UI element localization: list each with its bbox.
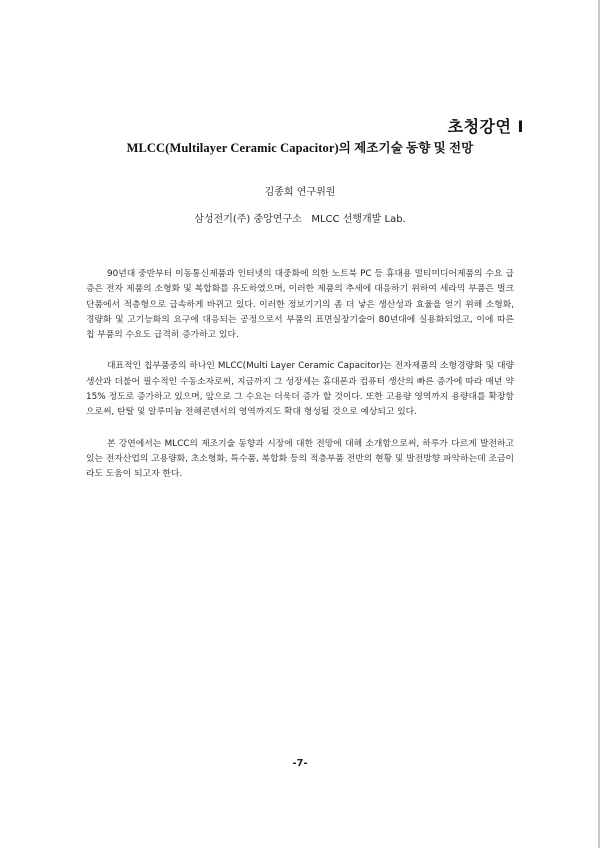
author-affiliation: 삼성전기(주) 중앙연구소 MLCC 선행개발 Lab.	[194, 214, 406, 225]
abstract-body	[86, 267, 514, 499]
author-name: 김종희 연구위원	[264, 187, 336, 198]
paragraph: 90년대 중반부터 이동통신제품과 인터넷의 대중화에 의한 노트북 PC 등 휴대용 멀티미디어제품의 수요 급증은 전자 제품의 소형화 및 복합화를 유도하였으며, 이러한 제품의 추세에 대응하기 위하여 세라믹 부품은 벌크 단품에서 적층형으로 급속하게 바뀌고 있다. 이러한 정보기기의 좀 더 낳은 생산성과 효율을 얻기 위해 소형화, 경량화 및 고기능화의 요구에 대응되는 공정으로서 부품의 표면실장기술이 80년대에 실용화되었고, 이에 따른 칩 부품의 수요도 급격히 증가하고 있다.	[86, 269, 514, 341]
section-label: 초청강연 I	[447, 117, 524, 136]
paragraph: 본 강연에서는 MLCC의 제조기술 동향과 시장에 대한 전망에 대해 소개함으로써, 하루가 다르게 발전하고 있는 전자산업의 고용량화, 초소형화, 특수품, 복합화 등의 적층부품 전반의 현황 및 발전방향 파악하는데 조금이라도 도움이 되고자 한다.	[86, 438, 514, 480]
paragraph: 대표적인 칩부품중의 하나인 MLCC(Multi Layer Ceramic Capacitor)는 전자제품의 소형경량화 및 대량생산과 더불어 필수적인 수동소자로써, 지금까지 그 성장세는 휴대폰과 컴퓨터 생산의 빠른 증가에 따라 매년 약 15% 정도로 증가하고 있으며, 앞으로 그 수요는 더욱더 증가 할 것이다. 또한 고용량 영역까지 용량대를 확장함으로써, 탄탈 및 알루미늄 전해콘덴서의 영역까지도 확대 형성될 것으로 예상되고 있다.	[86, 361, 514, 418]
document-title: MLCC(Multilayer Ceramic Capacitor)의 제조기술 동향 및 전망	[126, 141, 474, 155]
page-number: -7-	[292, 758, 308, 769]
